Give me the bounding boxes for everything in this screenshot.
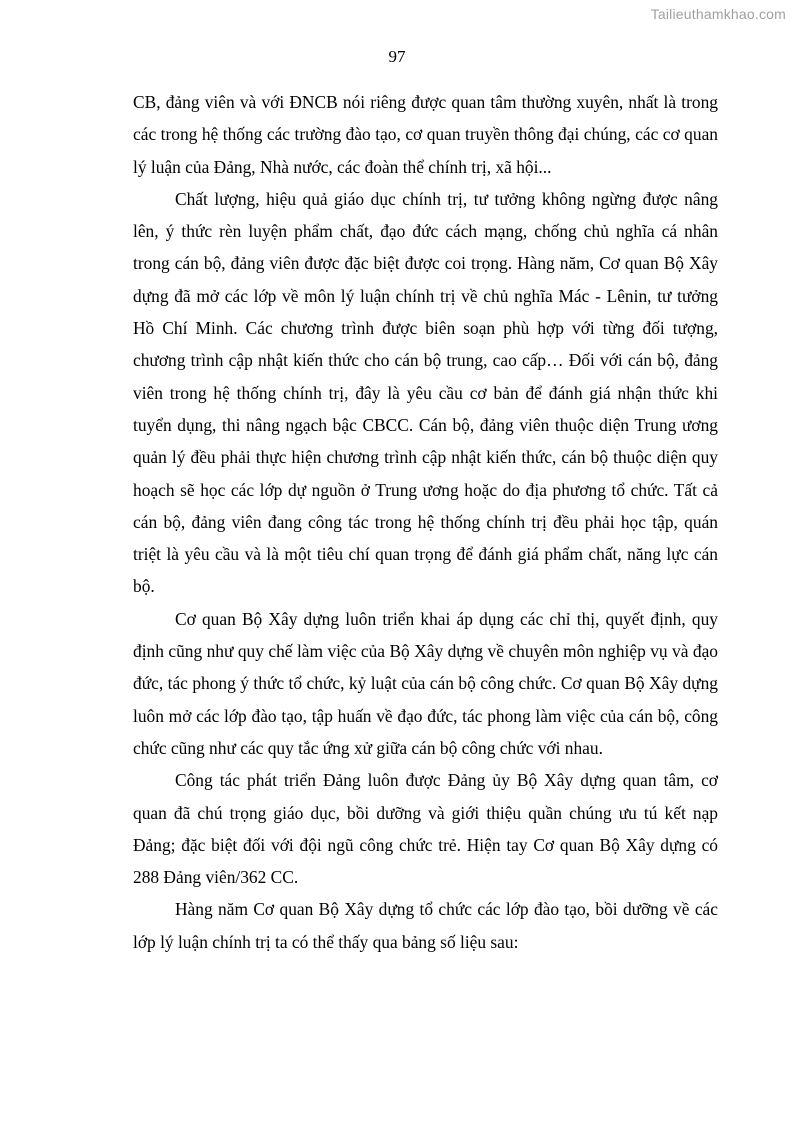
- paragraph-4: Công tác phát triển Đảng luôn được Đảng ủy Bộ Xây dựng quan tâm, cơ quan đã chú trọng giáo dục, bồi dưỡng và giới thiệu quần chúng ưu tú kết nạp Đảng; đặc biệt đối với đội ngũ công chức trẻ. Hiện tay Cơ quan Bộ Xây dựng có 288 Đảng viên/362 CC.: [133, 770, 718, 888]
- document-body: [133, 86, 718, 958]
- paragraph-2: Chất lượng, hiệu quả giáo dục chính trị, tư tưởng không ngừng được nâng lên, ý thức rèn luyện phẩm chất, đạo đức cách mạng, chống chủ nghĩa cá nhân trong cán bộ, đảng viên được đặc biệt được coi trọng. Hàng năm, Cơ quan Bộ Xây dựng đã mở các lớp về môn lý luận chính trị về chủ nghĩa Mác - Lênin, tư tưởng Hồ Chí Minh. Các chương trình được biên soạn phù hợp với từng đối tượng, chương trình cập nhật kiến thức cho cán bộ trung, cao cấp… Đối với cán bộ, đảng viên trong hệ thống chính trị, đây là yêu cầu cơ bản để đánh giá nhận thức khi tuyển dụng, thi nâng ngạch bậc CBCC. Cán bộ, đảng viên thuộc diện Trung ương quản lý đều phải thực hiện chương trình cập nhật kiến thức, cán bộ thuộc diện quy hoạch sẽ học các lớp dự nguồn ở Trung ương hoặc do địa phương tổ chức. Tất cả cán bộ, đảng viên đang công tác trong hệ thống chính trị đều phải học tập, quán triệt là yêu cầu và là một tiêu chí quan trọng để đánh giá phẩm chất, năng lực cán bộ.: [133, 188, 718, 597]
- paragraph-5: Hàng năm Cơ quan Bộ Xây dựng tổ chức các lớp đào tạo, bồi dưỡng về các lớp lý luận chính trị ta có thể thấy qua bảng số liệu sau:: [133, 899, 718, 952]
- paragraph-1: CB, đảng viên và với ĐNCB nói riêng được quan tâm thường xuyên, nhất là trong các trong hệ thống các trường đào tạo, cơ quan truyền thông đại chúng, các cơ quan lý luận của Đảng, Nhà nước, các đoàn thể chính trị, xã hội...: [133, 92, 718, 177]
- paragraph-3: Cơ quan Bộ Xây dựng luôn triển khai áp dụng các chỉ thị, quyết định, quy định cũng như quy chế làm việc của Bộ Xây dựng về chuyên môn nghiệp vụ và đạo đức, tác phong ý thức tổ chức, kỷ luật của cán bộ công chức. Cơ quan Bộ Xây dựng luôn mở các lớp đào tạo, tập huấn về đạo đức, tác phong làm việc của cán bộ, công chức cũng như các quy tắc ứng xử giữa cán bộ công chức với nhau.: [133, 608, 718, 758]
- watermark: Tailieuthamkhao.com: [650, 6, 786, 22]
- page-number: 97: [388, 47, 406, 66]
